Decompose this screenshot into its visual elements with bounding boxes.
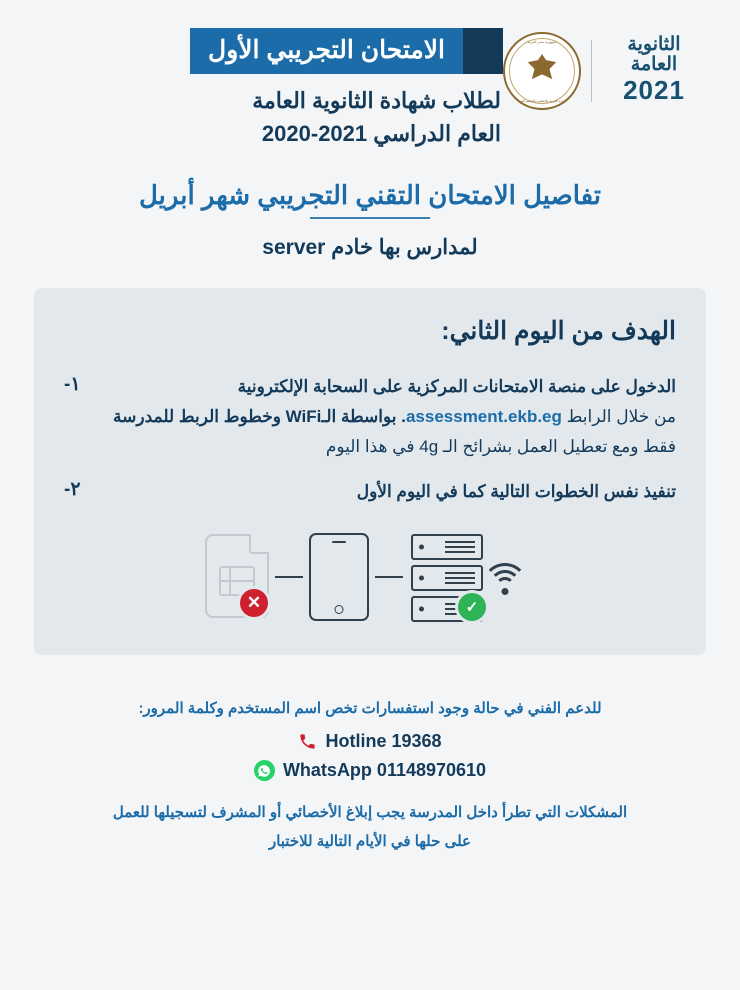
objective-item-1-line1: الدخول على منصة الامتحانات المركزية على السحابة الإلكترونية [237,377,676,396]
wifi-icon [483,557,527,597]
link-prefix-text: من خلال الرابط [561,406,676,426]
server-unit-1 [411,534,483,560]
ministry-emblem [503,32,581,110]
objective-item-2 [64,477,676,507]
tablet-icon [309,533,369,621]
title-bar [34,28,503,74]
support-footer [0,699,740,856]
header-logos [503,28,706,110]
link-suffix-text: . بواسطة الـWiFi وخطوط الربط للمدرسة [113,406,406,426]
objective-item-1-body [90,372,676,461]
red-x-badge: ✕ [237,586,271,620]
footer-note-line1: المشكلات التي تطرأ داخل المدرسة يجب إبلاغ الأخصائي أو المشرف لتسجيلها للعمل [112,804,628,821]
hotline-contact[interactable] [40,731,700,752]
poster-subtitle-line1: لطلاب شهادة الثانوية العامة [252,88,501,113]
header-title-block [34,28,503,150]
exam-detail-heading: تفاصيل الامتحان التقني التجريبي شهر أبريل [138,180,602,210]
thanaweya-logo-year: 2021 [623,74,685,105]
tablet-shape [309,533,369,621]
objective-item-1 [64,372,676,461]
logo-divider [591,40,592,102]
objective-card-heading: الهدف من اليوم الثاني: [441,317,676,345]
support-text: للدعم الفني في حالة وجود استفسارات تخص اسم المستخدم وكلمة المرور: [138,700,602,717]
poster-title: الامتحان التجريبي الأول [190,28,463,74]
objective-card [34,288,706,655]
footer-note-line2: على حلها في الأيام التالية للاختبار [268,832,472,850]
assessment-link[interactable]: assessment.ekb.eg [405,406,562,426]
connectivity-diagram [64,533,676,629]
sim-card-icon [201,534,269,620]
footer-note [40,799,700,856]
green-check-badge: ✓ [455,590,489,624]
thanaweya-logo-script: الثانوية العامة [627,34,681,75]
server-unit-2 [411,565,483,591]
objective-item-1-number: ١- [64,374,81,395]
heading-underline [310,217,430,219]
poster-header [0,0,740,150]
whatsapp-label: WhatsApp 01148970610 [282,760,487,780]
exam-subheading-server: server [262,236,326,259]
thanaweya-logo [602,35,706,107]
objective-item-2-number: ٢- [64,479,81,501]
phone-icon [298,732,317,751]
whatsapp-contact[interactable] [40,760,700,781]
objective-item-1-line2 [96,402,676,432]
server-stack-icon [409,534,483,620]
wifi-dot [502,588,509,595]
exam-detail-subheading [0,235,740,260]
diagram-connector-1 [275,576,303,578]
objective-item-2-body [90,477,676,507]
poster-subtitle-line2: العام الدراسي 2021-2020 [261,121,501,146]
whatsapp-icon [254,760,275,781]
title-bar-accent [463,28,503,74]
exam-detail-section [0,180,740,260]
objective-item-1-line3: فقط ومع تعطيل العمل بشرائح الـ 4g في هذا اليوم [325,436,676,456]
diagram-connector-2 [375,576,403,578]
hotline-label: Hotline 19368 [325,731,442,751]
emblem-text-top: جمهورية مصر العربية [527,40,557,44]
emblem-text-bottom: وزارة التربية والتعليم والتعليم الفني [517,98,567,103]
exam-subheading-prefix: لمدارس بها خادم [325,236,478,259]
objective-item-2-line1: تنفيذ نفس الخطوات التالية كما في اليوم الأول [356,482,676,502]
